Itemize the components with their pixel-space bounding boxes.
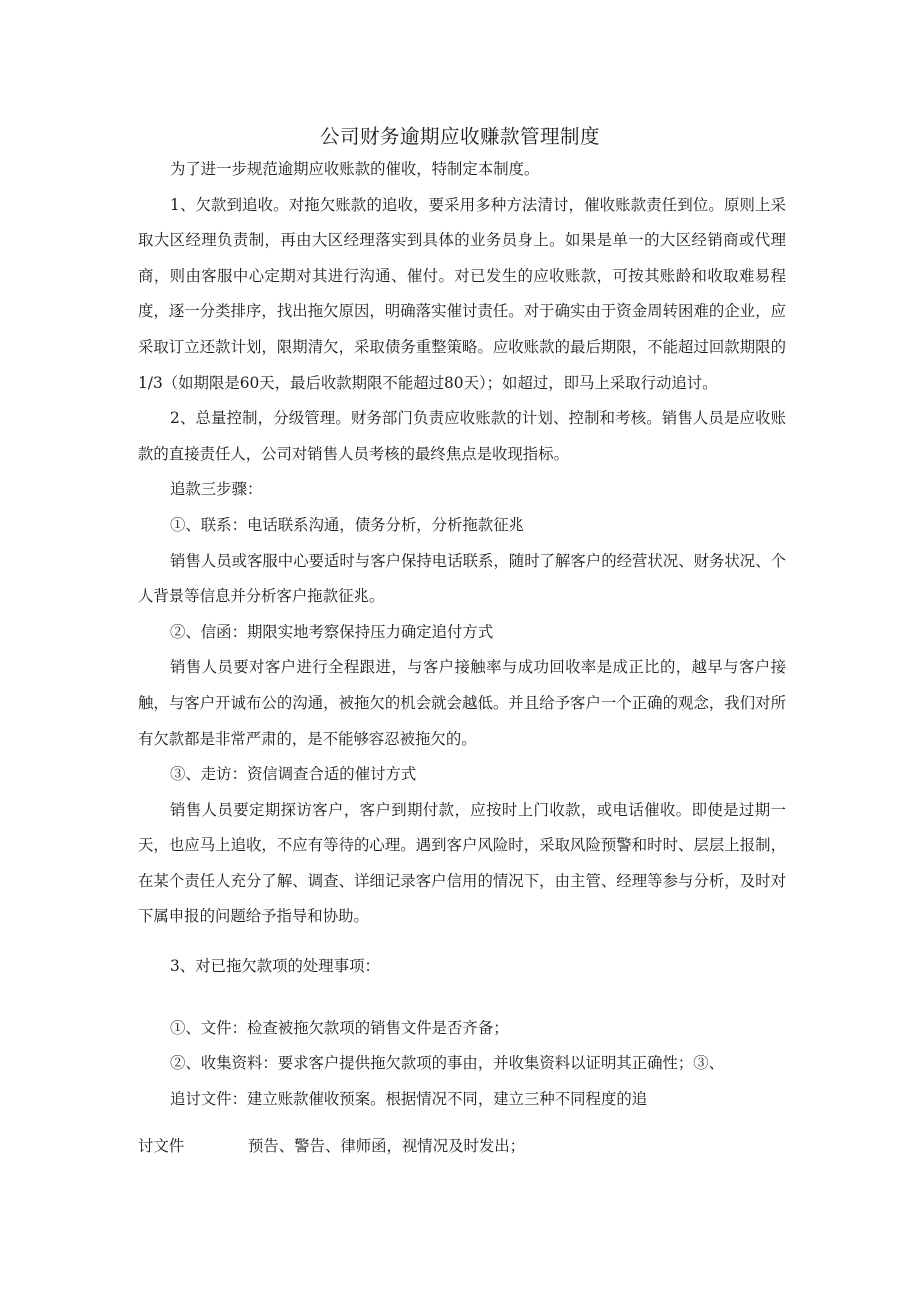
final-line-right: 预告、警告、律师函，视情况及时发出； — [248, 1137, 526, 1155]
step-1-heading: ①、联系：电话联系沟通，债务分析，分析拖款征兆 — [170, 515, 524, 534]
section-1-paragraph: 1、欠款到追收。对拖欠账款的追收，要采用多种方法清讨，催收账款责任到位。原则上采取大区经理负责制，再由大区经理落实到具体的业务员身上。如果是单一的大区经销商或代理商，则由客服中心定期对其进行沟通、催付。对已发生的应收账款，可按其账龄和收取难易程度，逐一分类排序，找出拖欠原因，明确落实催讨责任。对于确实由于资金周转困难的企业，应采取订立还款计划，限期清欠，采取债务重整策略。应收账款的最后期限，不能超过回款期限的1/3（如期限是60天，最后收款期限不能超过80天）；如超过，即马上采取行动追讨。 — [138, 195, 786, 392]
steps-heading: 追款三步骤： — [170, 480, 263, 499]
step-1-paragraph: 销售人员或客服中心要适时与客户保持电话联系，随时了解客户的经营状况、财务状况、个人背景等信息并分析客户拖款征兆。 — [138, 551, 786, 606]
document-body — [138, 152, 786, 1117]
step-3-heading: ③、走访：资信调查合适的催讨方式 — [170, 765, 417, 784]
section-3-item-1: ①、文件：检查被拖欠款项的销售文件是否齐备； — [170, 1018, 509, 1037]
section-3-item-2: ②、收集资料：要求客户提供拖欠款项的事由，并收集资料以证明其正确性；③、 — [170, 1054, 725, 1073]
intro-paragraph: 为了进一步规范逾期应收账款的催收，特制定本制度。 — [170, 160, 540, 178]
final-line — [138, 1134, 786, 1156]
step-2-heading: ②、信函：期限实地考察保持压力确定追付方式 — [170, 622, 494, 641]
step-3-paragraph: 销售人员要定期探访客户，客户到期付款，应按时上门收款，或电话催收。即使是过期一天，也应马上追收，不应有等待的心理。遇到客户风险时，采取风险预警和时时、层层上报制，在某个责任人充分了解、调查、详细记录客户信用的情况下，由主管、经理等参与分析，及时对下属申报的问题给予指导和协助。 — [138, 800, 786, 926]
section-3-item-3: 追讨文件：建立账款催收预案。根据情况不同，建立三种不同程度的追 — [170, 1089, 648, 1108]
final-line-left: 讨文件 — [138, 1137, 185, 1155]
step-2-paragraph: 销售人员要对客户进行全程跟进，与客户接触率与成功回收率是成正比的，越早与客户接触，与客户开诚布公的沟通，被拖欠的机会就会越低。并且给予客户一个正确的观念，我们对所有欠款都是非常严肃的，是不能够容忍被拖欠的。 — [138, 658, 786, 748]
section-2-paragraph: 2、总量控制，分级管理。财务部门负责应收账款的计划、控制和考核。销售人员是应收账款的直接责任人，公司对销售人员考核的最终焦点是收现指标。 — [138, 409, 786, 463]
section-3-heading: 3、对已拖欠款项的处理事项： — [170, 957, 380, 976]
document-title: 公司财务逾期应收赚款管理制度 — [319, 125, 600, 148]
